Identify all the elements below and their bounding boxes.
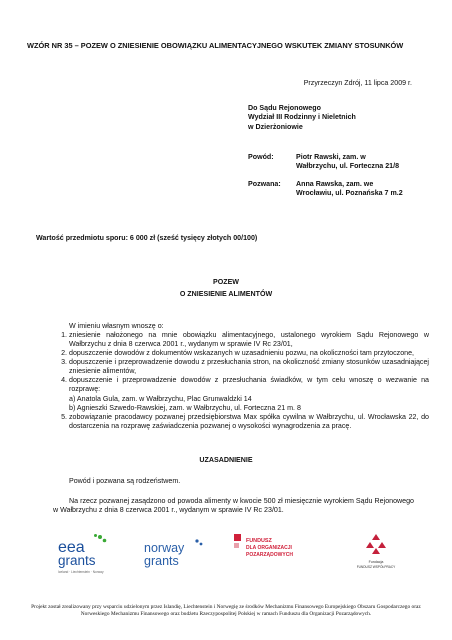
plaintiff-label: Powód:	[248, 153, 274, 161]
court-line: w Dzierżoniowie	[248, 122, 303, 131]
sponsor-logos	[0, 528, 452, 578]
funding-footer: Projekt został zrealizowany przy wsparciu udzielonym przez Islandię, Liechtenstein i Norwegię ze środków Mechanizmu Finansowego Europejskiego Obszaru Gospodarczego oraz Norweskiego Mechanizmu Finansowego oraz budżetu Rzeczypospolitej Polskiej w ramach Funduszu dla Organizacji Pozarządowych.	[31, 604, 421, 618]
fundusz-line-2: DLA ORGANIZACJI	[246, 545, 292, 551]
eea-grants-logo	[56, 531, 116, 577]
claim-item	[69, 413, 429, 431]
claim-text: dopuszczenie i przeprowadzenie dowodu z przesłuchania stron, na okoliczność zmiany stosunków uzasadniającej zniesienie alimentów,	[69, 358, 429, 376]
justification-heading: UZASADNIENIE	[199, 456, 253, 464]
norway-grants-mark	[142, 535, 208, 575]
fundacja-mark	[348, 530, 404, 576]
claim-item	[69, 331, 429, 349]
fundacja-line-1: Fundacja	[368, 560, 384, 564]
defendant-label: Pozwana:	[248, 180, 281, 188]
document-title: WZÓR NR 35 – POZEW O ZNIESIENIE OBOWIĄZKU ALIMENTACYJNEGO WSKUTEK ZMIANY STOSUNKÓW	[27, 41, 404, 50]
norway-grants-wordmark: grants	[144, 554, 179, 568]
court-line: Wydział III Rodzinny i Nieletnich	[248, 113, 356, 122]
court-line: Do Sądu Rejonowego	[248, 104, 321, 112]
plaintiff-line: Piotr Rawski, zam. w	[296, 153, 366, 161]
norway-wordmark: norway	[144, 541, 185, 555]
justification-para-2: Na rzecz pozwanej zasądzono od powoda alimenty w kwocie 500 zł miesięcznie wyrokiem Sądu Rejonowego w Wałbrzychu z dnia 8 czerwca 2001 r., wydanym w sprawie IV Rc 23/01.	[53, 497, 414, 515]
fundusz-ngo-logo	[234, 534, 300, 574]
heading-pozew: POZEW	[212, 278, 239, 286]
eea-grants-wordmark: grants	[58, 553, 96, 568]
fundusz-mark	[234, 534, 300, 574]
claim-text: zniesienie nałożonego na mnie obowiązku alimentacyjnego, ustalonego wyrokiem Sądu Rejonowego w Wałbrzychu z dnia 8 czerwca 2001 r., wydanym w sprawie IV Rc 23/01,	[69, 331, 429, 349]
eea-caption: Iceland · Liechtenstein · Norway	[58, 570, 104, 574]
witness-line: b) Agnieszki Szwedo-Rawskiej, zam. w Wałbrzychu, ul. Forteczna 21 m. 8	[69, 403, 301, 412]
witness-line: a) Anatola Gula, zam. w Wałbrzychu, Plac Grunwaldzki 14	[69, 394, 252, 403]
plaintiff-details	[296, 153, 434, 172]
plaintiff-line: Wałbrzychu, ul. Forteczna 21/8	[296, 162, 400, 171]
eea-grants-mark	[56, 531, 116, 577]
defendant-details	[296, 180, 434, 199]
fundacja-line-2: FUNDUSZ WSPÓŁPRACY	[356, 565, 396, 569]
claim-item	[69, 376, 429, 412]
fundusz-line-1: FUNDUSZ	[246, 538, 272, 544]
claim-text: dopuszczenie dowodów z dokumentów wskazanych w uzasadnieniu pozwu, na okoliczności tam przytoczone,	[69, 349, 415, 358]
defendant-line: Anna Rawska, zam. we	[296, 180, 374, 188]
fundacja-logo	[348, 530, 404, 576]
claim-item	[69, 358, 429, 376]
claim-value: Wartość przedmiotu sporu: 6 000 zł (sześć tysięcy złotych 00/100)	[36, 234, 258, 242]
claims-list	[53, 331, 429, 431]
plaintiff-block	[248, 153, 438, 172]
heading-subject: O ZNIESIENIE ALIMENTÓW	[179, 290, 273, 298]
fundusz-line-3: POZARZĄDOWYCH	[246, 552, 293, 558]
court-address	[248, 104, 356, 132]
claim-item	[69, 349, 429, 358]
defendant-line: Wrocławiu, ul. Poznańska 7 m.2	[296, 189, 403, 198]
intro-text: W imieniu własnym wnoszę o:	[69, 322, 164, 330]
norway-grants-logo	[142, 535, 208, 575]
eea-wordmark: eea	[58, 539, 85, 556]
claim-text: dopuszczenie i przeprowadzenie dowodów z przesłuchania świadków, w tym celu wnoszę o wezwanie na rozprawę:	[69, 376, 429, 394]
claim-text: zobowiązanie pracodawcy pozwanej przedsiębiorstwa Max spółka cywilna w Wałbrzychu, ul. Wrocławska 22, do dostarczenia na rozprawę zaświadczenia pozwanej o wysokości wynagrodzenia za pracę.	[69, 412, 429, 430]
place-date: Przyrzeczyn Zdrój, 11 lipca 2009 r.	[303, 79, 412, 87]
justification-para-1: Powód i pozwana są rodzeństwem.	[69, 477, 181, 485]
defendant-block	[248, 180, 438, 199]
